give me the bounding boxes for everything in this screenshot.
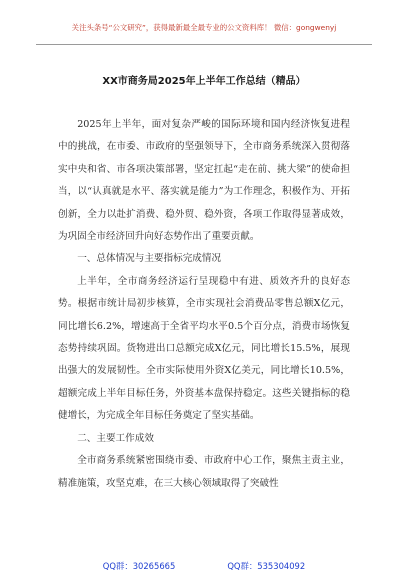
qq-group-1: QQ群：30265665 [102,561,176,571]
header-divider [36,44,372,45]
section-heading-2: 二、主要工作成效 [77,432,154,444]
document-body [58,114,350,495]
overview-paragraph: 上半年，全市商务经济运行呈现稳中有进、质效齐升的良好态势。根据市统计局初步核算，全市实现社会消费品零售总额X亿元，同比增长6.2%，增速高于全省平均水平0.5个百分点，消费市场恢复态势持续巩固。货物进出口总额完成X亿元，同比增长15.5%，展现出强大的发展韧性。全市实际使用外资X亿美元，同比增长10.5%，超额完成上半年目标任务，外资基本盘保持稳定。这些关键指标的稳健增长，为完成全年目标任务奠定了坚实基础。 [58,275,350,422]
intro-paragraph: 2025年上半年，面对复杂严峻的国际环境和国内经济恢复进程中的挑战，在市委、市政府的坚强领导下，全市商务系统深入贯彻落实中央和省、市各项决策部署，坚定扛起“走在前、挑大梁”的使命担当，以“认真就是水平、落实就是能力”为工作理念，积极作为、开拓创新，全力以赴扩消费、稳外贸、稳外资，各项工作取得显著成效，为巩固全市经济回升向好态势作出了重要贡献。 [58,119,350,243]
document-title: XX市商务局2025年上半年工作总结（精品） [102,76,306,87]
header-banner: 关注头条号“公文研究”，获得最新最全最专业的公文资料库！ 微信：gongwenyj [71,23,337,32]
footer-bar [0,560,408,572]
qq-group-2: QQ群：535304092 [227,561,306,571]
achievements-paragraph: 全市商务系统紧密围绕市委、市政府中心工作，聚焦主责主业，精准施策，攻坚克难，在三大核心领域取得了突破性 [58,455,350,489]
section-heading-1: 一、总体情况与主要指标完成情况 [77,253,222,265]
